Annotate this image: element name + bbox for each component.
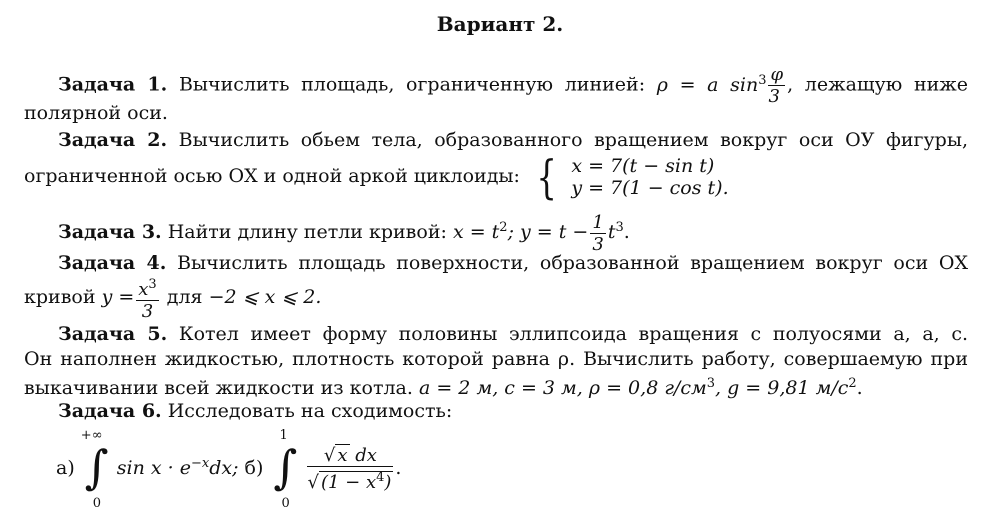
part-a-label: а) — [56, 457, 75, 480]
part-b-label: б) — [244, 457, 264, 480]
integral-a-body: $\sin x \cdot e^{-x}dx$; — [116, 456, 239, 480]
task5-line3-pre: выкачивании всей жидкости из котла. — [24, 377, 413, 400]
task4-line2-post: для — [166, 286, 203, 309]
task1-formula: ρ = a $\sin^3$ $\frac{\varphi}{3}$ — [656, 64, 784, 107]
system-eq-1: x = 7(t − sin t) — [571, 155, 715, 177]
task5-label: Задача 5. — [58, 323, 168, 345]
task2-line2-text: ограниченной осью ОХ и одной аркой циклоиды: — [24, 165, 520, 187]
task4-line1 — [24, 252, 968, 274]
integral-b-fraction: $\frac{\text{√ x dx}}{√ (1 - x^4)}$ — [307, 445, 392, 494]
task1-text: Вычислить площадь, ограниченную линией: — [178, 73, 646, 96]
task5-line1 — [24, 323, 968, 345]
task1-text-after: , лежащую ниже — [787, 73, 968, 96]
task4-range: −2 ⩽ x ⩽ 2. — [208, 286, 322, 309]
task3-formula: $x = t^2$; y = t − $\frac{1}{3}$ $t^3$ — [452, 211, 624, 255]
system-eq-2: y = 7(1 − cos t). — [571, 177, 729, 199]
integral-a-lower: 0 — [92, 496, 102, 512]
task5-a: a = 2 м, — [418, 377, 499, 400]
task4-line2-pre: кривой — [24, 286, 96, 309]
task1-line2: полярной оси. — [24, 102, 168, 124]
task5-line3: выкачивании всей жидкости из котла. a = 2 м, c = 3 м, ρ = 0,8 $г/см^3$, g = 9,81 $м/с^2$. — [24, 376, 863, 400]
task6-line1 — [24, 400, 968, 422]
task4-formula: y = $\frac{x^3}{3}$ — [102, 286, 161, 308]
task5-line2: Он наполнен жидкостью, плотность которой равна ρ. Вычислить работу, совершаемую при — [24, 348, 968, 370]
task6-text: Исследовать на сходимость: — [167, 400, 453, 422]
task5-text: Котел имеет форму половины эллипсоида вращения с полуосями а, а, с. — [178, 323, 968, 345]
task4-text: Вычислить площадь поверхности, образованной вращением вокруг оси ОХ — [177, 252, 968, 274]
cycloid-system — [571, 155, 728, 199]
task2-label: Задача 2. — [58, 129, 168, 151]
task4-label: Задача 4. — [58, 252, 167, 274]
integral-sign-icon: ∫ — [273, 440, 298, 495]
integral-b-upper: 1 — [279, 428, 288, 444]
variant-title: Вариант 2. — [436, 12, 564, 36]
integral-a — [80, 428, 117, 512]
task6-integrals: а) +∞ ∫ 0 $\sin x \cdot e^{-x}dx$; б) 1 ∫ 0 $\frac{\text{√ x dx}}{√ (1 - x^4)}$ . — [56, 428, 402, 512]
task2-line2 — [24, 150, 968, 204]
task3-text: Найти длину петли кривой: — [167, 221, 447, 244]
integral-b-lower: 0 — [281, 496, 290, 512]
task2-line1 — [24, 129, 968, 151]
task5-rho: ρ = 0,8 $г/см^3$, g = 9,81 $м/с^2$ — [588, 376, 857, 400]
sqrt-icon: √ — [323, 445, 336, 467]
task1-line1 — [24, 64, 968, 107]
sqrt-icon: √ — [307, 472, 319, 494]
task3-label: Задача 3. — [58, 221, 162, 244]
left-brace-icon: { — [536, 150, 557, 204]
integral-b — [269, 428, 305, 512]
task6-label: Задача 6. — [58, 400, 162, 422]
task5-c: c = 3 м, — [504, 377, 583, 400]
task4-line2 — [24, 274, 968, 322]
integral-sign-icon: ∫ — [84, 440, 109, 495]
integral-a-upper: +∞ — [80, 428, 103, 444]
task1-label: Задача 1. — [58, 73, 168, 96]
task2-text: Вычислить обьем тела, образованного вращением вокруг оси ОУ фигуры, — [178, 129, 968, 151]
task3-line: Задача 3. Найти длину петли кривой: $x = t^2$; y = t − $\frac{1}{3}$ $t^3$. — [58, 211, 630, 255]
